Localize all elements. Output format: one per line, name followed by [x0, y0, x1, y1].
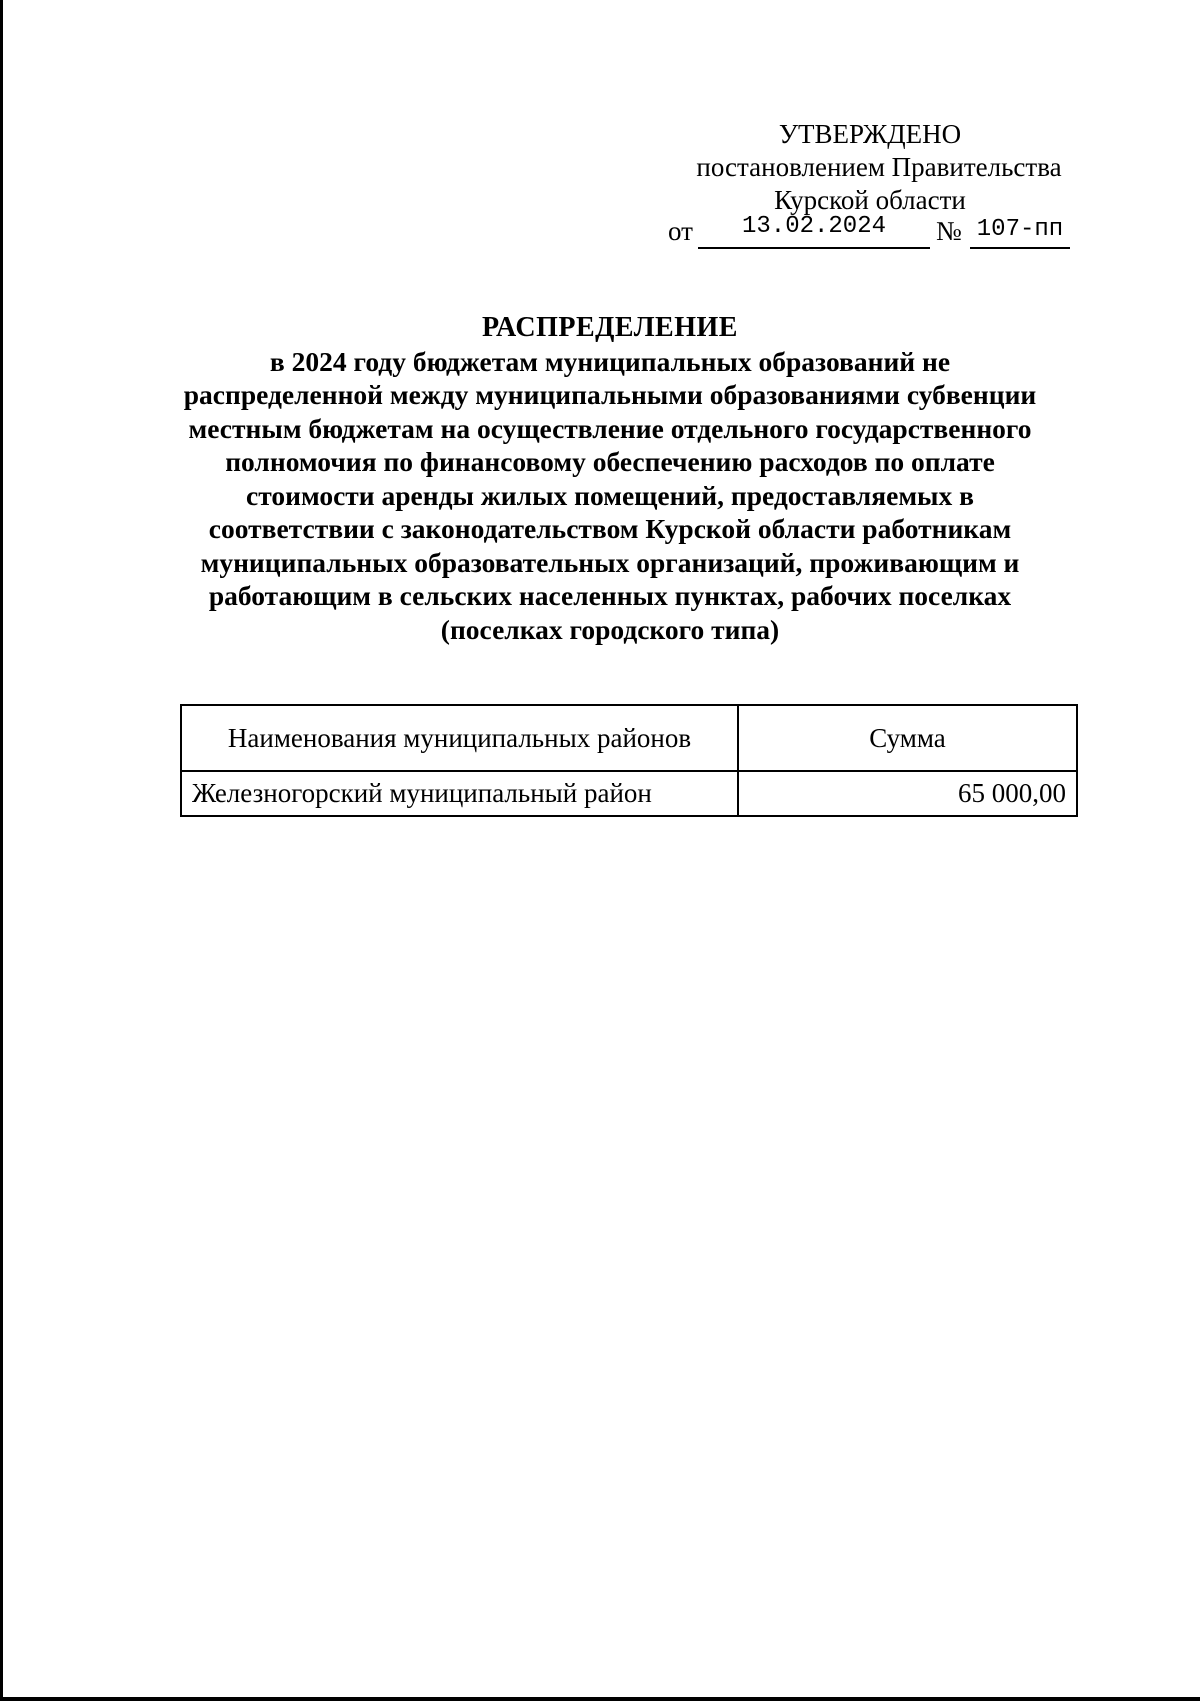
scan-edge-bottom	[0, 1697, 1200, 1701]
heading-line: соответствии с законодательством Курской области работникам	[208, 513, 1012, 544]
heading-line: в 2024 году бюджетам муниципальных образований не	[269, 345, 951, 377]
heading-line: местным бюджетам на осуществление отдельного государственного	[188, 412, 1032, 444]
approval-date: 13.02.2024	[698, 216, 930, 249]
date-prefix: от	[668, 216, 693, 246]
table-row	[181, 771, 1077, 816]
approval-authority: постановлением Правительства	[696, 152, 1062, 182]
approval-region: Курской области	[774, 185, 966, 215]
heading-line: муниципальных образовательных организаций, проживающим и	[200, 546, 1020, 578]
heading-line: полномочия по финансовому обеспечению расходов по оплате	[225, 446, 995, 477]
document-title: РАСПРЕДЕЛЕНИЕ	[482, 312, 738, 343]
document-heading	[150, 311, 1070, 646]
number-prefix: №	[936, 216, 962, 246]
heading-line: работающим в сельских населенных пунктах, рабочих поселках	[208, 580, 1012, 611]
column-header-sum: Сумма	[738, 705, 1077, 771]
approval-date-number	[668, 213, 1068, 250]
scan-edge-left	[0, 0, 3, 1701]
district-name: Железногорский муниципальный район	[181, 771, 738, 816]
approval-number: 107-пп	[970, 216, 1070, 249]
heading-line: (поселках городского типа)	[440, 613, 780, 645]
table-header-row	[181, 705, 1077, 771]
approval-title: УТВЕРЖДЕНО	[778, 119, 962, 149]
heading-line: распределенной между муниципальными образованиями субвенции	[183, 379, 1037, 410]
district-sum: 65 000,00	[738, 771, 1077, 816]
approval-stamp	[660, 118, 1080, 217]
column-header-name: Наименования муниципальных районов	[181, 705, 738, 771]
heading-line: стоимости аренды жилых помещений, предоставляемых в	[246, 479, 974, 511]
distribution-table	[180, 704, 1078, 817]
